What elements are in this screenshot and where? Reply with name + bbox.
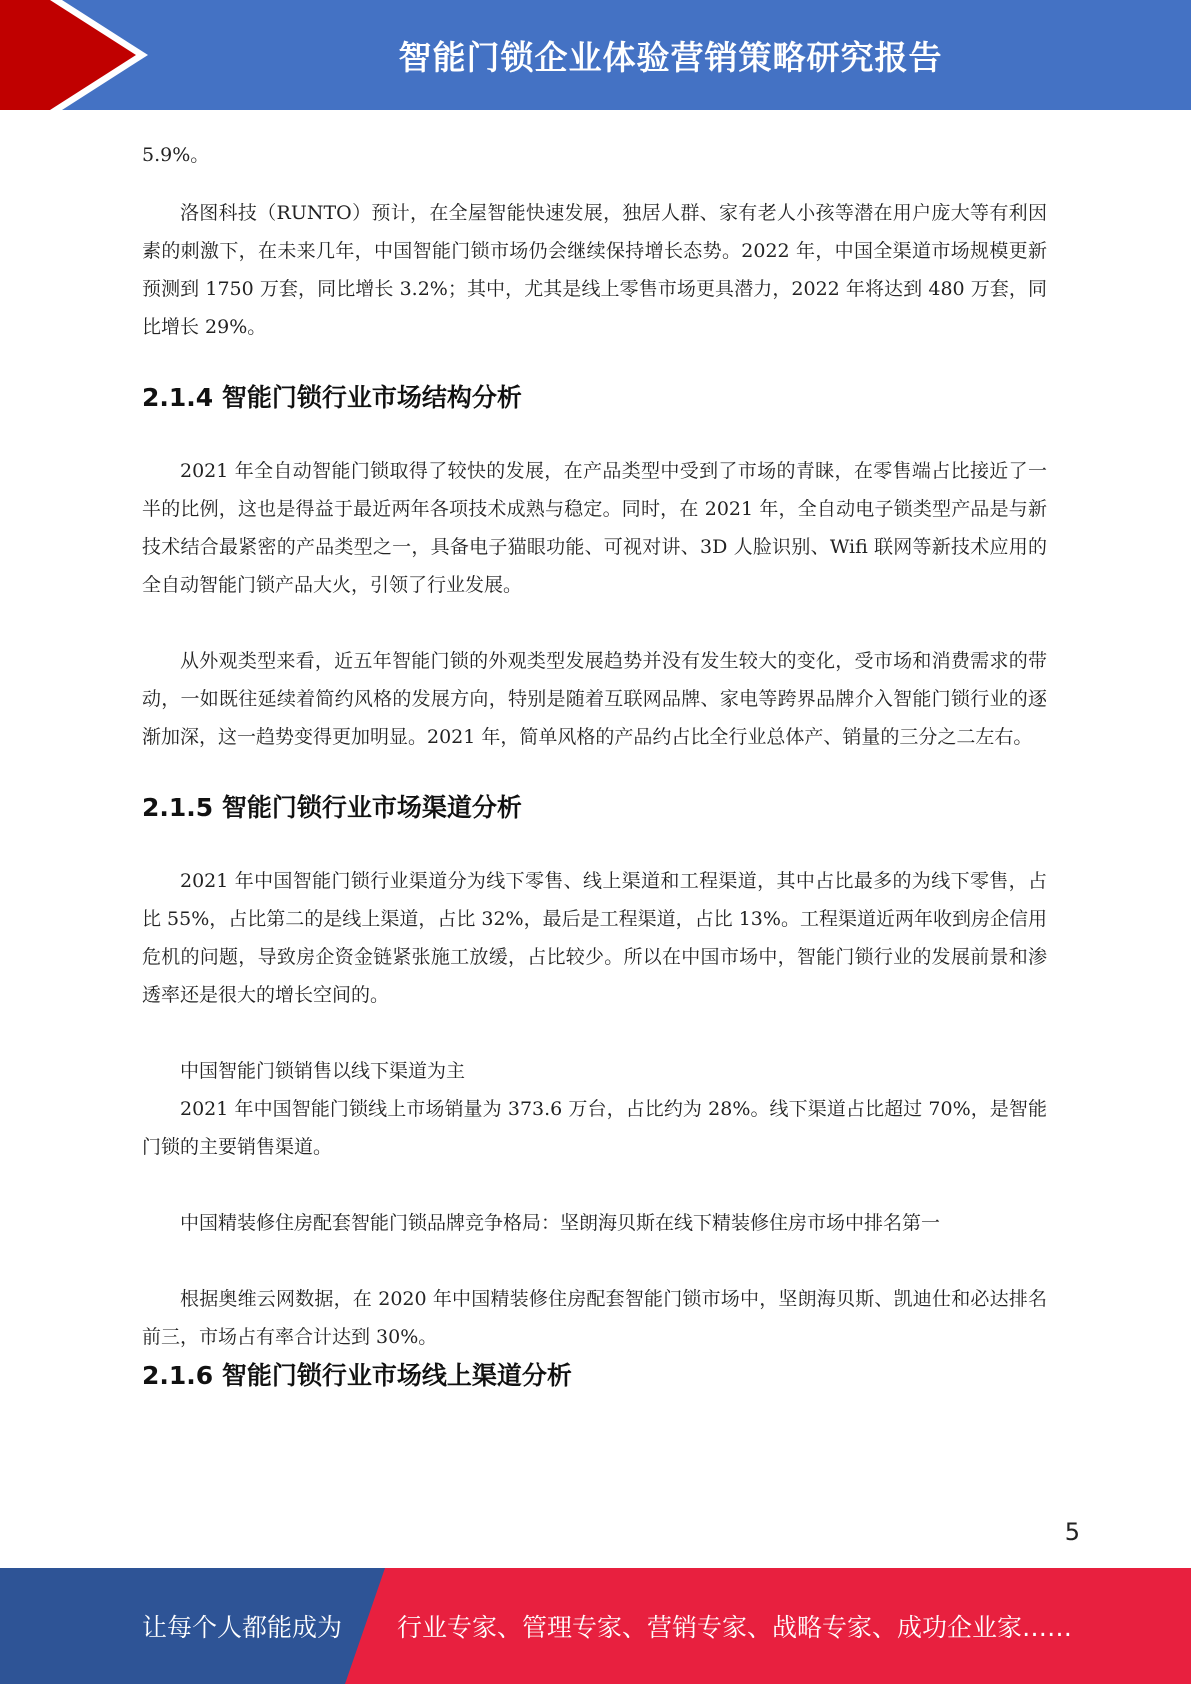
paragraph-runto-forecast: 洛图科技（RUNTO）预计，在全屋智能快速发展，独居人群、家有老人小孩等潜在用户庞大等有利因素的刺激下，在未来几年，中国智能门锁市场仍会继续保持增长态势。2022 年，中国全渠道市场规模更新预测到 1750 万套，同比增长 3.2%；其中，尤其是线上零售市场更具潜力，2022 年将达到 480 万套，同比增长 29%。 (142, 202, 1047, 338)
footer-slogan-right: 行业专家、管理专家、营销专家、战略专家、成功企业家…… (397, 1613, 1073, 1642)
paragraph-full-auto-lock: 2021 年全自动智能门锁取得了较快的发展，在产品类型中受到了市场的青睐，在零售端占比接近了一半的比例，这也是得益于最近两年各项技术成熟与稳定。同时，在 2021 年，全自动电子锁类型产品是与新技术结合最紧密的产品类型之一，具备电子猫眼功能、可视对讲、3D 人脸识别、Wifi 联网等新技术应用的全自动智能门锁产品大火，引领了行业发展。 (142, 460, 1047, 596)
paragraph-avc-data: 根据奥维云网数据，在 2020 年中国精装修住房配套智能门锁市场中，坚朗海贝斯、凯迪仕和必达排名前三，市场占有率合计达到 30%。 (142, 1288, 1047, 1348)
header-title: 智能门锁企业体验营销策略研究报告 (398, 37, 943, 77)
paragraph-online-sales: 2021 年中国智能门锁线上市场销量为 373.6 万台，占比约为 28%。线下渠道占比超过 70%，是智能门锁的主要销售渠道。 (142, 1098, 1047, 1158)
paragraph-appearance-type: 从外观类型来看，近五年智能门锁的外观类型发展趋势并没有发生较大的变化，受市场和消费需求的带动，一如既往延续着简约风格的发展方向，特别是随着互联网品牌、家电等跨界品牌介入智能门锁行业的逐渐加深，这一趋势变得更加明显。2021 年，简单风格的产品约占比全行业总体产、销量的三分之二左右。 (142, 650, 1047, 748)
section-heading-2-1-5: 2.1.5 智能门锁行业市场渠道分析 (142, 793, 522, 822)
footer-slogan-left: 让每个人都能成为 (142, 1613, 343, 1642)
section-heading-2-1-6: 2.1.6 智能门锁行业市场线上渠道分析 (142, 1361, 572, 1390)
paragraph-channel-share: 2021 年中国智能门锁行业渠道分为线下零售、线上渠道和工程渠道，其中占比最多的为线下零售，占比 55%，占比第二的是线上渠道，占比 32%，最后是工程渠道，占比 13%。工程渠道近两年收到房企信用危机的问题，导致房企资金链紧张施工放缓，占比较少。所以在中国市场中，智能门锁行业的发展前景和渗透率还是很大的增长空间的。 (142, 870, 1047, 1006)
page-header (0, 0, 1191, 110)
section-heading-2-1-4: 2.1.4 智能门锁行业市场结构分析 (142, 383, 522, 412)
paragraph-continuation: 5.9%。 (142, 144, 210, 166)
paragraph-offline-channel-title: 中国智能门锁销售以线下渠道为主 (180, 1060, 466, 1082)
paragraph-brand-competition: 中国精装修住房配套智能门锁品牌竞争格局：坚朗海贝斯在线下精装修住房市场中排名第一 (180, 1212, 941, 1234)
page-number: 5 (1064, 1518, 1080, 1546)
document-body (142, 136, 1047, 1392)
page-footer (0, 1568, 1191, 1684)
